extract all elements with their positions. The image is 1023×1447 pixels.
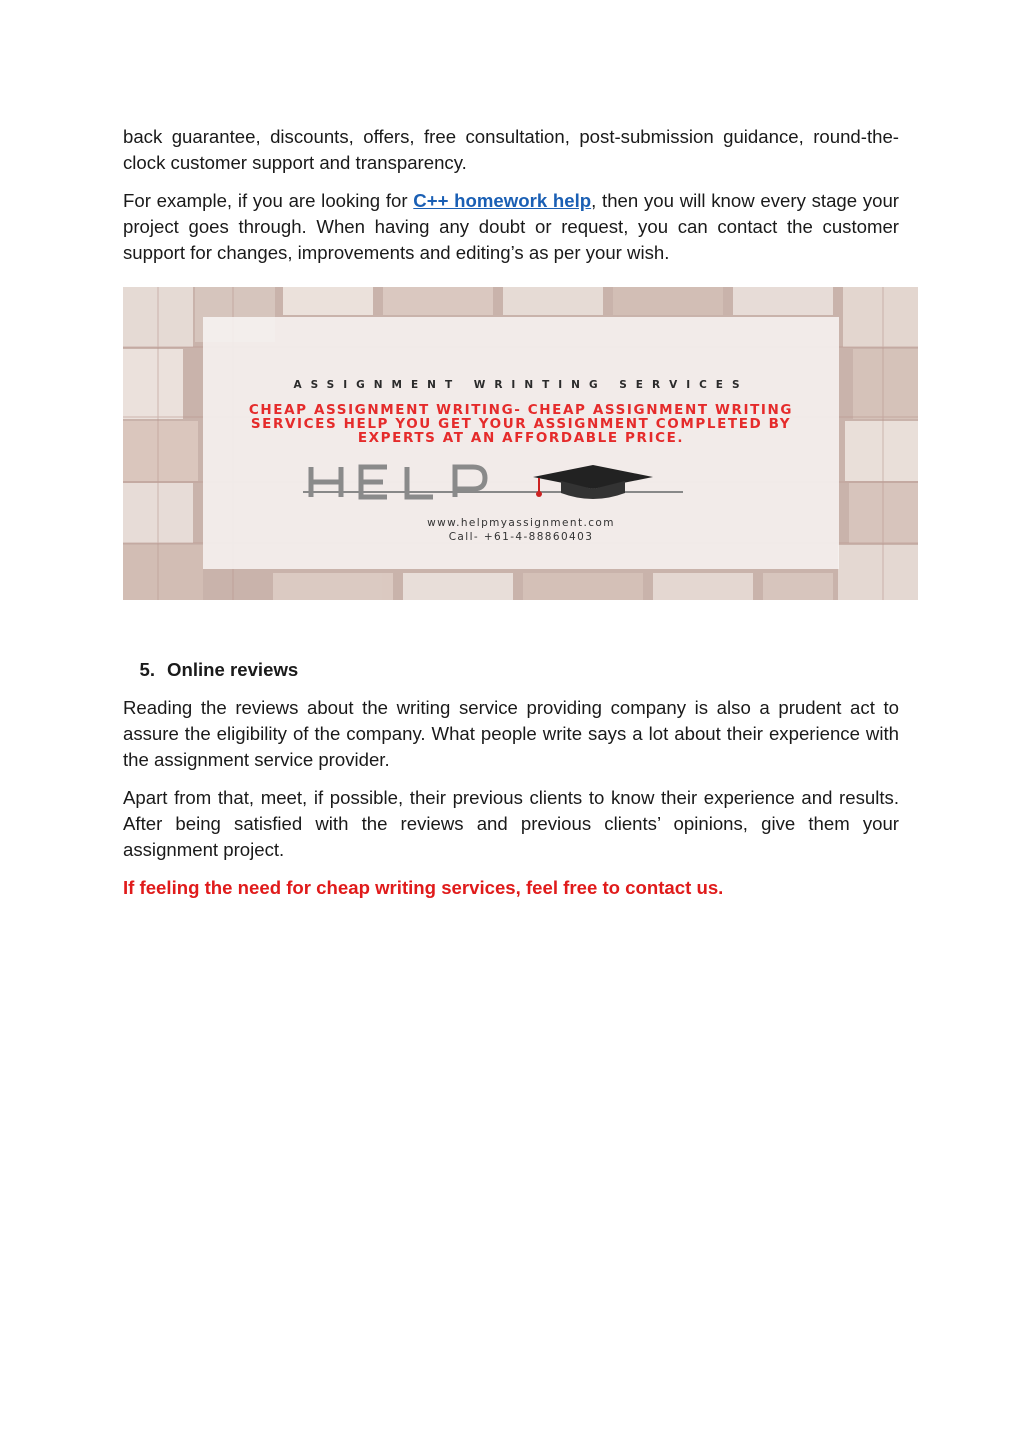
section-heading — [123, 657, 899, 683]
paragraph-4: Apart from that, meet, if possible, their previous clients to know their experience and results. After being satisfied with the reviews and previous clients’ opinions, give them your assignment project. — [123, 787, 899, 860]
paragraph-3: Reading the reviews about the writing service providing company is also a prudent act to assure the eligibility of the company. What people write says a lot about their experience with the assignment service provider. — [123, 697, 899, 770]
cpp-homework-help-link[interactable]: C++ homework help — [413, 190, 592, 211]
graduation-cap-icon — [533, 465, 653, 499]
paragraph-2 — [123, 188, 899, 266]
banner-phone: Call- +61-4-88860403 — [448, 531, 594, 543]
paragraph-2-before: For example, if you are looking for — [123, 190, 414, 211]
assignment-services-banner — [123, 287, 918, 600]
section-number: 5. — [139, 659, 155, 680]
paragraph-2-after: , then you will know every stage your project goes through. When having any doubt or request, you can contact the customer support for changes, improvements and editing’s as per your wish. — [123, 190, 899, 263]
banner-card — [203, 317, 839, 569]
contact-call-to-action: If feeling the need for cheap writing services, feel free to contact us. — [123, 877, 724, 898]
paragraph-1: back guarantee, discounts, offers, free consultation, post-submission guidance, round-the-clock customer support and transparency. — [123, 126, 899, 173]
banner-title: ASSIGNMENT WRINTING SERVICES — [293, 379, 749, 391]
banner-website: www.helpmyassignment.com — [427, 517, 615, 529]
help-logo — [303, 463, 683, 505]
document-page — [123, 124, 899, 901]
section-title: Online reviews — [167, 659, 299, 680]
banner-headline: CHEAP ASSIGNMENT WRITING- CHEAP ASSIGNMENT WRITING SERVICES HELP YOU GET YOUR ASSIGNMENT COMPLETED BY EXPERTS AT AN AFFORDABLE PRICE. — [248, 402, 794, 446]
